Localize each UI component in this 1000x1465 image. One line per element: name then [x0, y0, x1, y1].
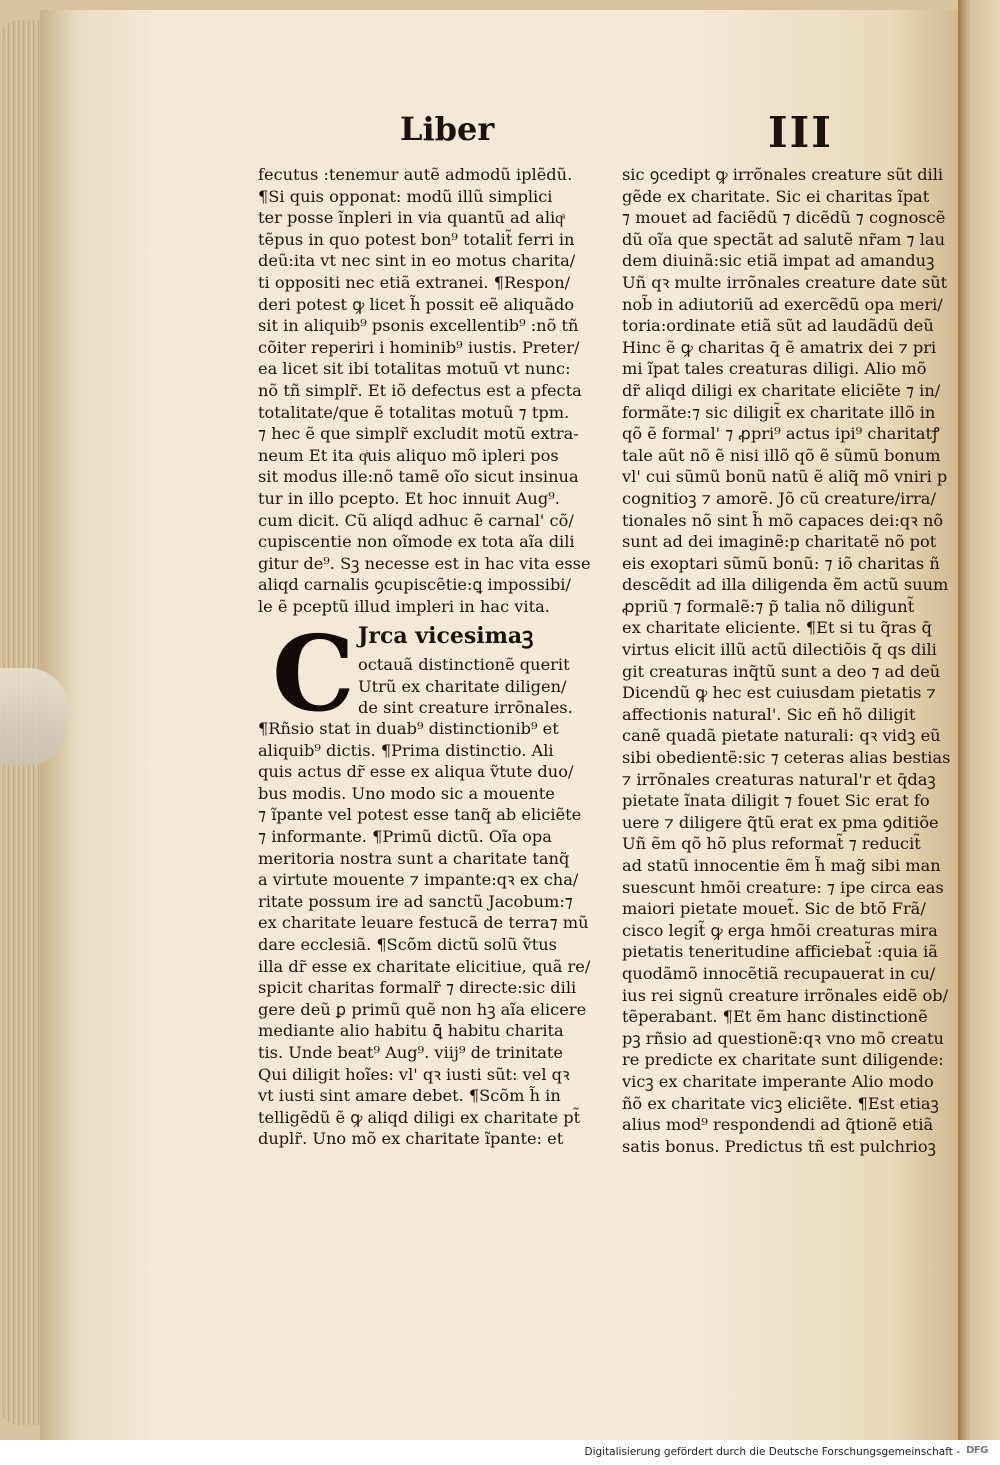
chapter-body	[258, 718, 603, 1150]
text-line: toria:ordinate etiã sũt ad laudãdũ deũ	[622, 316, 934, 336]
text-line: sic ꝯcedipt ꝙ irrõnales creature sũt dili	[622, 165, 944, 184]
text-line: ter posse ĩnpleri in via quantũ ad aliqͣ	[258, 208, 564, 228]
dfg-logo: DFG	[966, 1445, 988, 1456]
text-line: ⁊ ĩpante vel potest esse tanq̃ ab eliciẽte	[258, 805, 582, 825]
text-line: fecutus :tenemur autẽ admodũ iplẽdũ.	[258, 165, 573, 184]
text-line: suescunt hmõi creature: ⁊ ipe circa eas	[622, 877, 944, 897]
text-line: tionales nõ sint h̃ mõ capaces dei:qꝛ nõ	[622, 510, 944, 530]
text-line: vicꝫ ex charitate imperante Alio modo	[622, 1071, 934, 1091]
text-line: satis bonus. Predictus tñ est pulchrioꝫ	[622, 1136, 936, 1156]
text-line: ex charitate leuare festucã de terra⁊ mũ	[258, 913, 589, 933]
text-line: sit modus ille:nõ tamẽ oĩo sicut insinua	[258, 467, 579, 487]
text-line: ñõ ex charitate vicꝫ eliciẽte. ¶Est etiaꝫ	[622, 1093, 939, 1113]
text-line: pietate ĩnata diligit ⁊ fouet Sic erat fo	[622, 791, 930, 811]
text-line: dare ecclesiã. ¶Scõm dictũ solũ ṽtus	[258, 934, 557, 954]
folio-number: III	[768, 108, 833, 157]
left-column	[258, 164, 598, 617]
chapter-heading-lines	[358, 654, 608, 719]
text-line: deri potest ꝙ licet h̃ possit eẽ aliquãdo	[258, 294, 575, 314]
text-line: gere deũ ꝑ primũ quẽ non hꝫ aĩa elicere	[258, 999, 587, 1019]
text-line: telligẽdũ ẽ ꝙ aliqd diligi ex charitate pt̃	[258, 1107, 581, 1127]
text-line: git creaturas inq̃tũ sunt a deo ⁊ ad deũ	[622, 661, 941, 681]
text-line: mi ĩpat tales creaturas diligi. Alio mõ	[622, 359, 927, 379]
text-line: neum Et ita qͥuis aliquo mõ ipleri pos	[258, 445, 559, 465]
text-line: descẽdit ad illa diligenda ẽm actũ suum	[622, 575, 949, 595]
text-line: quis actus dr̃ esse ex aliqua ṽtute duo/	[258, 762, 574, 782]
text-line: pꝫ rñsio ad questionẽ:qꝛ vno mõ creatu	[622, 1028, 944, 1048]
text-line: cum dicit. Cũ aliqd adhuc ẽ carnal' cõ/	[258, 510, 574, 530]
text-line: sit in aliquib⁹ psonis excellentib⁹ :nõ tñ	[258, 316, 579, 336]
text-line: tẽperabant. ¶Et ẽm hanc distinctionẽ	[622, 1007, 928, 1027]
text-line: ¶Rñsio stat in duab⁹ distinctionib⁹ et	[258, 719, 559, 738]
text-line: maiori pietate mouet̃. Sic de btõ Frã/	[622, 899, 926, 919]
text-line: vt iusti sint amare debet. ¶Scõm h̃ in	[258, 1086, 561, 1106]
text-line: tur in illo pcepto. Et hoc innuit Aug⁹.	[258, 488, 560, 508]
bookmark-clip	[0, 668, 68, 766]
text-line: virtus elicit illũ actũ dilectiõis q̄ qs dili	[622, 640, 937, 660]
text-line: deũ:ita vt nec sint in eo motus charita/	[258, 251, 576, 271]
text-line: Dicendũ ꝙ hec est cuiusdam pietatis ⁊	[622, 683, 936, 703]
text-line: mediante alio habitu ꝗ̄ habitu charita	[258, 1021, 564, 1041]
text-line: illa dr̃ esse ex charitate elicitiue, quã re/	[258, 956, 591, 976]
text-line: ad statũ innocentie ẽm h̃ mag̃ sibi man	[622, 856, 941, 875]
text-line: Hinc ẽ ꝙ charitas q̄ ẽ amatrix dei ⁊ pri	[622, 337, 937, 357]
facing-page-edge	[958, 0, 1000, 1440]
chapter-incipit: Jrca vicesimaꝫ	[358, 623, 534, 649]
footer-bar	[0, 1440, 1000, 1465]
text-line: dem diuinã:sic etiã impat ad amanduꝫ	[622, 251, 935, 271]
text-line: le ẽ pceptũ illud impleri in hac vita.	[258, 596, 550, 616]
running-head: Liber	[400, 110, 495, 148]
text-line: totalitate/que ẽ totalitas motuũ ⁊ tpm.	[258, 402, 570, 422]
text-line: sibi obedientẽ:sic ⁊ ceteras alias bestias	[622, 748, 951, 768]
text-line: spicit charitas formalr̃ ⁊ directe:sic dili	[258, 978, 577, 998]
text-line: qõ ẽ formal' ⁊ ꝓpri⁹ actus ipi⁹ charitatꝭ	[622, 424, 940, 444]
text-line: canẽ quadã pietate naturali: qꝛ vidꝫ eũ	[622, 726, 941, 746]
text-line: ti oppositi nec etiã extranei. ¶Respon/	[258, 272, 571, 292]
text-line: ¶Si quis opponat: modũ illũ simplici	[258, 186, 553, 206]
text-line: dr̃ aliqd diligi ex charitate eliciẽte ⁊ in/	[622, 380, 941, 400]
text-line: aliquib⁹ dictis. ¶Prima distinctio. Ali	[258, 740, 554, 760]
text-line: formãte:⁊ sic diligit̃ ex charitate illõ in	[622, 402, 936, 422]
text-line: ex charitate eliciente. ¶Et si tu q̃ras q̄	[622, 618, 932, 638]
text-line: ius rei signũ creature irrõnales eidẽ ob/	[622, 985, 949, 1005]
text-line: Uñ qꝛ multe irrõnales creature date sũt	[622, 272, 948, 292]
text-line: ritate possum ire ad sanctũ Jacobum:⁊	[258, 891, 573, 911]
text-line: aliqd carnalis ꝯcupiscẽtie:ꝗ impossibi/	[258, 575, 571, 595]
text-line: vl' cui sũmũ bonũ natũ ẽ aliq̃ mõ vniri p	[622, 467, 948, 487]
text-line: gitur de⁹. Sꝫ necesse est in hac vita esse	[258, 553, 591, 573]
text-line: sunt ad dei imaginẽ:p charitatẽ nõ pot	[622, 532, 937, 552]
text-line: ⁊ hec ẽ que simplr̃ excludit motũ extra-	[258, 424, 579, 444]
text-line: dũ oĩa que spectãt ad salutẽ nr̃am ⁊ lau	[622, 229, 945, 249]
text-line: de sint creature irrõnales.	[358, 698, 573, 718]
text-line: tẽpus in quo potest bon⁹ totalit̃ ferri in	[258, 229, 575, 249]
decorated-initial: C	[272, 612, 355, 735]
text-line: ⁊ informante. ¶Primũ dictũ. Oĩa opa	[258, 826, 552, 846]
text-line: cõiter reperiri i hominib⁹ iustis. Preter/	[258, 337, 580, 357]
text-line: ⁊ irrõnales creaturas natural'r et q̄daꝫ	[622, 769, 936, 789]
right-column	[622, 164, 952, 1157]
text-line: cognitioꝫ ⁊ amorẽ. Jõ cũ creature/irra/	[622, 488, 936, 508]
text-line: meritoria nostra sunt a charitate tanq̃	[258, 848, 570, 868]
text-line: Utrũ ex charitate diligen/	[358, 676, 567, 696]
text-line: tale aũt nõ ẽ nisi illõ qõ ẽ sũmũ bonum	[622, 445, 941, 465]
text-line: nõ tñ simplr̃. Et iõ defectus est a pfecta	[258, 380, 582, 400]
text-line: affectionis natural'. Sic eñ hõ diligit	[622, 704, 916, 724]
text-line: ea licet sit ibi totalitas motuũ vt nunc:	[258, 359, 571, 379]
text-line: cisco legit̃ ꝙ erga hmõi creaturas mira	[622, 920, 938, 940]
text-line: a virtute mouente ⁊ impante:qꝛ ex cha/	[258, 870, 579, 890]
text-line: eis exoptari sũmũ bonũ: ⁊ iõ charitas ñ	[622, 553, 940, 573]
text-line: Uñ ẽm qõ hõ plus reformat̃ ⁊ reducit̃	[622, 834, 921, 854]
text-line: tis. Unde beat⁹ Aug⁹. viij⁹ de trinitate	[258, 1042, 563, 1062]
text-line: alius mod⁹ respondendi ad q̃tionẽ etiã	[622, 1115, 934, 1135]
text-line: ⁊ mouet ad faciẽdũ ⁊ dicẽdũ ⁊ cognoscẽ	[622, 208, 946, 228]
funding-credit: Digitalisierung gefördert durch die Deutsche Forschungsgemeinschaft -	[584, 1446, 960, 1458]
text-line: bus modis. Uno modo sic a mouente	[258, 783, 555, 803]
text-line: octauã distinctionẽ querit	[358, 655, 570, 674]
text-line: cupiscentie non oĩmode ex tota aĩa dili	[258, 532, 575, 552]
text-line: duplr̃. Uno mõ ex charitate ĩpante: et	[258, 1129, 564, 1149]
text-line: pietatis teneritudine afficiebat̃ :quia iã	[622, 942, 938, 962]
text-line: Qui diligit hoĩes: vl' qꝛ iusti sũt: vel qꝛ	[258, 1064, 570, 1084]
text-line: nob̃ in adiutoriũ ad exercẽdũ opa meri/	[622, 294, 943, 314]
text-line: uere ⁊ diligere q̃tũ erat ex pma ꝯditiõe	[622, 812, 939, 832]
text-line: ꝓpriũ ⁊ formalẽ:⁊ p̃ talia nõ diligunt̃	[622, 596, 915, 616]
text-line: re predicte ex charitate sunt diligende:	[622, 1050, 944, 1070]
text-line: gẽde ex charitate. Sic ei charitas ĩpat	[622, 186, 930, 206]
text-line: quodãmõ innocẽtiã recupauerat in cu/	[622, 963, 936, 983]
